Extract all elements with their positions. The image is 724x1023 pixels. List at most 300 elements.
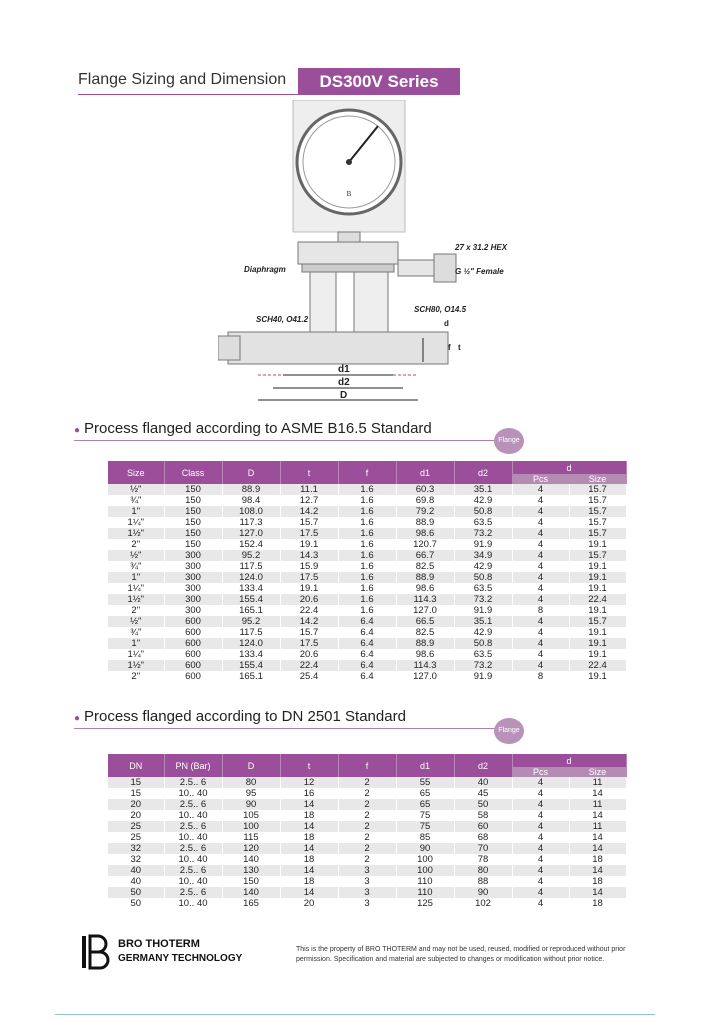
- table-cell: 3: [338, 865, 396, 876]
- table-cell: 127.0: [396, 605, 454, 616]
- table-cell: 42.9: [454, 627, 512, 638]
- table-cell: 18: [569, 898, 626, 909]
- page-header: [78, 68, 460, 96]
- company-logo: [80, 934, 280, 970]
- table-cell: 1": [108, 572, 164, 583]
- table-cell: 19.1: [569, 561, 626, 572]
- table-cell: 10.. 40: [164, 832, 222, 843]
- table-cell: 300: [164, 594, 222, 605]
- label-diaphragm: Diaphragm: [244, 265, 286, 274]
- table-cell: 88.9: [396, 517, 454, 528]
- table-cell: 15.7: [569, 528, 626, 539]
- table-cell: 8: [512, 605, 569, 616]
- table-cell: 15.9: [280, 561, 338, 572]
- logo-icon: [80, 934, 112, 970]
- label-sch40: SCH40, O41.2: [256, 315, 309, 324]
- col-header: Class: [164, 461, 222, 484]
- table-cell: 1.6: [338, 572, 396, 583]
- table-cell: 150: [164, 506, 222, 517]
- table-cell: 98.6: [396, 528, 454, 539]
- asme-table: [108, 461, 627, 682]
- table-cell: 73.2: [454, 528, 512, 539]
- col-header: D: [222, 754, 280, 777]
- table-cell: 600: [164, 649, 222, 660]
- table-cell: 14: [280, 799, 338, 810]
- col-header: PN (Bar): [164, 754, 222, 777]
- table-cell: 2": [108, 605, 164, 616]
- table-cell: 4: [512, 660, 569, 671]
- col-header: t: [280, 461, 338, 484]
- table-row: [108, 777, 626, 788]
- table-cell: 300: [164, 561, 222, 572]
- table-row: [108, 583, 626, 594]
- table-cell: 133.4: [222, 649, 280, 660]
- table-row: [108, 484, 626, 495]
- table-cell: 300: [164, 583, 222, 594]
- table-cell: 17.5: [280, 638, 338, 649]
- table-row: [108, 561, 626, 572]
- col-header: d2: [454, 461, 512, 484]
- table-cell: 4: [512, 583, 569, 594]
- table-cell: 42.9: [454, 561, 512, 572]
- brand-name: BRO THOTERM: [118, 938, 200, 950]
- table-cell: 11: [569, 821, 626, 832]
- label-t: t: [458, 343, 461, 352]
- table-cell: 69.8: [396, 495, 454, 506]
- table-cell: 19.1: [569, 605, 626, 616]
- table-cell: 127.0: [222, 528, 280, 539]
- table-cell: 4: [512, 484, 569, 495]
- table-cell: 14: [569, 788, 626, 799]
- table-cell: 32: [108, 854, 164, 865]
- table-cell: 4: [512, 572, 569, 583]
- table-cell: 127.0: [396, 671, 454, 682]
- table-cell: 63.5: [454, 517, 512, 528]
- table-cell: 1.6: [338, 506, 396, 517]
- table-cell: 10.. 40: [164, 876, 222, 887]
- table-cell: 4: [512, 865, 569, 876]
- table-cell: 14: [280, 821, 338, 832]
- table-cell: 114.3: [396, 594, 454, 605]
- table-cell: 50.8: [454, 638, 512, 649]
- table-row: [108, 865, 626, 876]
- table-cell: 1": [108, 506, 164, 517]
- table-cell: 19.1: [280, 539, 338, 550]
- table-cell: 120: [222, 843, 280, 854]
- table-cell: 14.2: [280, 616, 338, 627]
- table-cell: 12: [280, 777, 338, 788]
- table-cell: 22.4: [569, 660, 626, 671]
- table-cell: 8: [512, 671, 569, 682]
- asme-title: Process flanged according to ASME B16.5 Standard: [84, 420, 432, 437]
- table-cell: 91.9: [454, 605, 512, 616]
- col-subheader: Pcs: [512, 474, 569, 484]
- table-cell: 50: [108, 898, 164, 909]
- table-cell: 165.1: [222, 671, 280, 682]
- table-cell: 20: [108, 810, 164, 821]
- table-cell: ¾": [108, 495, 164, 506]
- table-row: [108, 627, 626, 638]
- table-cell: 80: [454, 865, 512, 876]
- col-header: DN: [108, 754, 164, 777]
- table-cell: 42.9: [454, 495, 512, 506]
- table-cell: 6.4: [338, 638, 396, 649]
- table-cell: 32: [108, 843, 164, 854]
- table-cell: 4: [512, 539, 569, 550]
- table-cell: 600: [164, 660, 222, 671]
- table-cell: 11: [569, 777, 626, 788]
- table-row: [108, 539, 626, 550]
- table-cell: 22.4: [569, 594, 626, 605]
- table-cell: 300: [164, 550, 222, 561]
- table-cell: 2: [338, 821, 396, 832]
- table-cell: 98.6: [396, 649, 454, 660]
- table-cell: 15.7: [569, 550, 626, 561]
- flange-icon: Flange: [494, 428, 524, 454]
- table-cell: 300: [164, 605, 222, 616]
- table-cell: 15.7: [280, 517, 338, 528]
- table-cell: 1.6: [338, 550, 396, 561]
- table-cell: 10.. 40: [164, 810, 222, 821]
- table-cell: ½": [108, 550, 164, 561]
- table-row: [108, 528, 626, 539]
- table-cell: 50.8: [454, 572, 512, 583]
- brand-tagline: GERMANY TECHNOLOGY: [118, 953, 243, 964]
- table-cell: 4: [512, 898, 569, 909]
- table-cell: 35.1: [454, 616, 512, 627]
- table-cell: 50: [108, 887, 164, 898]
- table-cell: 19.1: [569, 671, 626, 682]
- col-header: d2: [454, 754, 512, 777]
- table-cell: 1.6: [338, 484, 396, 495]
- table-cell: 1½": [108, 594, 164, 605]
- table-cell: 4: [512, 843, 569, 854]
- table-cell: 22.4: [280, 660, 338, 671]
- table-cell: 6.4: [338, 649, 396, 660]
- table-cell: 82.5: [396, 627, 454, 638]
- table-cell: 66.7: [396, 550, 454, 561]
- table-row: [108, 832, 626, 843]
- table-cell: 108.0: [222, 506, 280, 517]
- table-cell: 98.6: [396, 583, 454, 594]
- table-cell: 120.7: [396, 539, 454, 550]
- table-cell: 88.9: [396, 572, 454, 583]
- table-cell: 75: [396, 810, 454, 821]
- table-cell: 4: [512, 876, 569, 887]
- table-cell: 50.8: [454, 506, 512, 517]
- table-cell: 165: [222, 898, 280, 909]
- table-row: [108, 495, 626, 506]
- table-cell: 150: [164, 517, 222, 528]
- table-row: [108, 594, 626, 605]
- table-cell: 1¼": [108, 583, 164, 594]
- table-cell: 125: [396, 898, 454, 909]
- table-row: [108, 898, 626, 909]
- table-cell: 18: [280, 832, 338, 843]
- table-cell: 2: [338, 810, 396, 821]
- table-cell: 98.4: [222, 495, 280, 506]
- table-cell: 18: [280, 810, 338, 821]
- table-cell: 95.2: [222, 616, 280, 627]
- table-cell: 14: [280, 843, 338, 854]
- label-sch80: SCH80, O14.5: [414, 305, 467, 314]
- label-d1: d1: [338, 364, 350, 375]
- table-row: [108, 821, 626, 832]
- table-row: [108, 605, 626, 616]
- table-cell: 600: [164, 638, 222, 649]
- table-cell: 117.5: [222, 627, 280, 638]
- table-cell: 115: [222, 832, 280, 843]
- table-cell: 150: [164, 539, 222, 550]
- table-cell: 63.5: [454, 649, 512, 660]
- table-cell: 65: [396, 788, 454, 799]
- table-cell: 4: [512, 887, 569, 898]
- col-header: f: [338, 461, 396, 484]
- table-cell: 14: [569, 843, 626, 854]
- table-cell: 4: [512, 649, 569, 660]
- table-cell: 11: [569, 799, 626, 810]
- table-cell: 150: [164, 528, 222, 539]
- table-cell: 117.3: [222, 517, 280, 528]
- dn-rule: [74, 728, 504, 729]
- table-cell: 2.5.. 6: [164, 777, 222, 788]
- col-header: d1: [396, 754, 454, 777]
- table-cell: ½": [108, 484, 164, 495]
- dn-table-body: [108, 777, 626, 909]
- table-cell: 140: [222, 854, 280, 865]
- table-cell: 1": [108, 638, 164, 649]
- table-cell: 1.6: [338, 605, 396, 616]
- table-cell: ¾": [108, 627, 164, 638]
- table-cell: 2.5.. 6: [164, 843, 222, 854]
- table-cell: 6.4: [338, 671, 396, 682]
- asme-rule: [74, 440, 504, 441]
- table-cell: 4: [512, 528, 569, 539]
- table-cell: 1.6: [338, 539, 396, 550]
- asme-section-header: [74, 418, 634, 458]
- table-cell: 91.9: [454, 671, 512, 682]
- table-cell: 117.5: [222, 561, 280, 572]
- table-cell: 35.1: [454, 484, 512, 495]
- table-cell: 75: [396, 821, 454, 832]
- table-cell: 140: [222, 887, 280, 898]
- table-cell: 100: [222, 821, 280, 832]
- table-cell: 95.2: [222, 550, 280, 561]
- table-cell: 133.4: [222, 583, 280, 594]
- table-cell: 4: [512, 561, 569, 572]
- table-cell: 2: [338, 777, 396, 788]
- table-cell: 3: [338, 898, 396, 909]
- table-cell: 14.2: [280, 506, 338, 517]
- table-cell: 2: [338, 788, 396, 799]
- table-cell: 155.4: [222, 660, 280, 671]
- table-cell: 19.1: [569, 572, 626, 583]
- table-cell: 19.1: [569, 627, 626, 638]
- table-cell: 95: [222, 788, 280, 799]
- table-cell: 110: [396, 876, 454, 887]
- table-cell: 15.7: [569, 616, 626, 627]
- table-cell: 4: [512, 517, 569, 528]
- table-cell: 1.6: [338, 594, 396, 605]
- table-cell: 100: [396, 854, 454, 865]
- table-cell: 130: [222, 865, 280, 876]
- col-header: D: [222, 461, 280, 484]
- col-header: d1: [396, 461, 454, 484]
- table-cell: 20: [280, 898, 338, 909]
- table-cell: 60: [454, 821, 512, 832]
- table-row: [108, 660, 626, 671]
- table-cell: 4: [512, 550, 569, 561]
- table-cell: 4: [512, 627, 569, 638]
- table-row: [108, 799, 626, 810]
- diaphragm-housing: [298, 242, 398, 264]
- table-cell: 600: [164, 671, 222, 682]
- table-cell: 14: [569, 887, 626, 898]
- table-cell: 58: [454, 810, 512, 821]
- table-cell: 14: [569, 865, 626, 876]
- table-cell: 15: [108, 788, 164, 799]
- table-row: [108, 843, 626, 854]
- table-cell: 15.7: [569, 484, 626, 495]
- table-cell: 15.7: [569, 495, 626, 506]
- table-cell: 4: [512, 799, 569, 810]
- table-cell: 15.7: [569, 517, 626, 528]
- table-cell: 18: [280, 876, 338, 887]
- table-cell: 2": [108, 539, 164, 550]
- table-cell: 1½": [108, 660, 164, 671]
- table-cell: 4: [512, 506, 569, 517]
- table-cell: 4: [512, 854, 569, 865]
- col-header: Size: [108, 461, 164, 484]
- table-cell: 2: [338, 799, 396, 810]
- table-row: [108, 506, 626, 517]
- table-cell: 40: [454, 777, 512, 788]
- table-cell: 88.9: [396, 638, 454, 649]
- table-cell: 45: [454, 788, 512, 799]
- table-cell: 102: [454, 898, 512, 909]
- table-cell: 2.5.. 6: [164, 865, 222, 876]
- table-cell: 20.6: [280, 649, 338, 660]
- label-hex: 27 x 31.2 HEX: [455, 243, 508, 252]
- table-cell: 68: [454, 832, 512, 843]
- table-cell: 124.0: [222, 572, 280, 583]
- table-cell: 1.6: [338, 561, 396, 572]
- table-row: [108, 887, 626, 898]
- table-cell: 4: [512, 777, 569, 788]
- table-cell: 2: [338, 843, 396, 854]
- table-cell: 165.1: [222, 605, 280, 616]
- table-cell: 18: [569, 876, 626, 887]
- table-cell: 19.1: [569, 583, 626, 594]
- table-cell: 90: [396, 843, 454, 854]
- legal-notice: This is the property of BRO THOTERM and may not be used, reused, modified or reproduced without prior permission. Specification and material are subjected to changes or modification without prior notice.: [296, 946, 626, 963]
- bottom-divider: [55, 1014, 655, 1015]
- gauge-drawing: [218, 100, 518, 410]
- dn-title: Process flanged according to DN 2501 Standard: [84, 708, 406, 725]
- table-cell: 66.5: [396, 616, 454, 627]
- table-cell: 114.3: [396, 660, 454, 671]
- col-subheader: Size: [569, 474, 626, 484]
- table-cell: 25: [108, 832, 164, 843]
- table-cell: 40: [108, 865, 164, 876]
- table-cell: 85: [396, 832, 454, 843]
- table-cell: 10.. 40: [164, 898, 222, 909]
- table-cell: 15: [108, 777, 164, 788]
- table-cell: 91.9: [454, 539, 512, 550]
- table-cell: 150: [164, 484, 222, 495]
- table-cell: 55: [396, 777, 454, 788]
- table-row: [108, 649, 626, 660]
- table-cell: 90: [222, 799, 280, 810]
- table-cell: 2: [338, 832, 396, 843]
- table-cell: 300: [164, 572, 222, 583]
- table-cell: 2: [338, 854, 396, 865]
- table-cell: 15.7: [280, 627, 338, 638]
- table-cell: 4: [512, 594, 569, 605]
- table-row: [108, 517, 626, 528]
- table-cell: 14: [569, 810, 626, 821]
- table-cell: 14: [280, 865, 338, 876]
- table-cell: 88: [454, 876, 512, 887]
- col-subheader: Size: [569, 767, 626, 777]
- table-cell: 152.4: [222, 539, 280, 550]
- col-header: f: [338, 754, 396, 777]
- table-cell: 15.7: [569, 506, 626, 517]
- table-row: [108, 810, 626, 821]
- table-cell: 4: [512, 616, 569, 627]
- table-cell: 73.2: [454, 660, 512, 671]
- table-cell: 60.3: [396, 484, 454, 495]
- table-cell: 2.5.. 6: [164, 799, 222, 810]
- table-row: [108, 616, 626, 627]
- table-cell: 6.4: [338, 616, 396, 627]
- svg-text:B: B: [346, 190, 352, 198]
- table-cell: 155.4: [222, 594, 280, 605]
- table-row: [108, 572, 626, 583]
- table-cell: 3: [338, 876, 396, 887]
- table-cell: 1.6: [338, 528, 396, 539]
- table-cell: 25.4: [280, 671, 338, 682]
- table-cell: 1.6: [338, 583, 396, 594]
- table-row: [108, 550, 626, 561]
- table-cell: 19.1: [569, 638, 626, 649]
- table-cell: 40: [108, 876, 164, 887]
- table-cell: 6.4: [338, 627, 396, 638]
- table-cell: 105: [222, 810, 280, 821]
- table-cell: 14.3: [280, 550, 338, 561]
- table-row: [108, 876, 626, 887]
- flange-icon: Flange: [494, 718, 524, 744]
- table-cell: 150: [164, 495, 222, 506]
- table-cell: 1.6: [338, 495, 396, 506]
- table-cell: 16: [280, 788, 338, 799]
- table-cell: 3: [338, 887, 396, 898]
- table-cell: 88.9: [222, 484, 280, 495]
- table-cell: 18: [280, 854, 338, 865]
- table-row: [108, 671, 626, 682]
- table-row: [108, 854, 626, 865]
- table-cell: 4: [512, 495, 569, 506]
- table-cell: 73.2: [454, 594, 512, 605]
- table-cell: 82.5: [396, 561, 454, 572]
- label-D: D: [340, 390, 348, 401]
- table-cell: 1¼": [108, 517, 164, 528]
- table-cell: ½": [108, 616, 164, 627]
- label-f: f: [448, 343, 451, 352]
- table-cell: 90: [454, 887, 512, 898]
- table-cell: 19.1: [569, 649, 626, 660]
- table-cell: 4: [512, 638, 569, 649]
